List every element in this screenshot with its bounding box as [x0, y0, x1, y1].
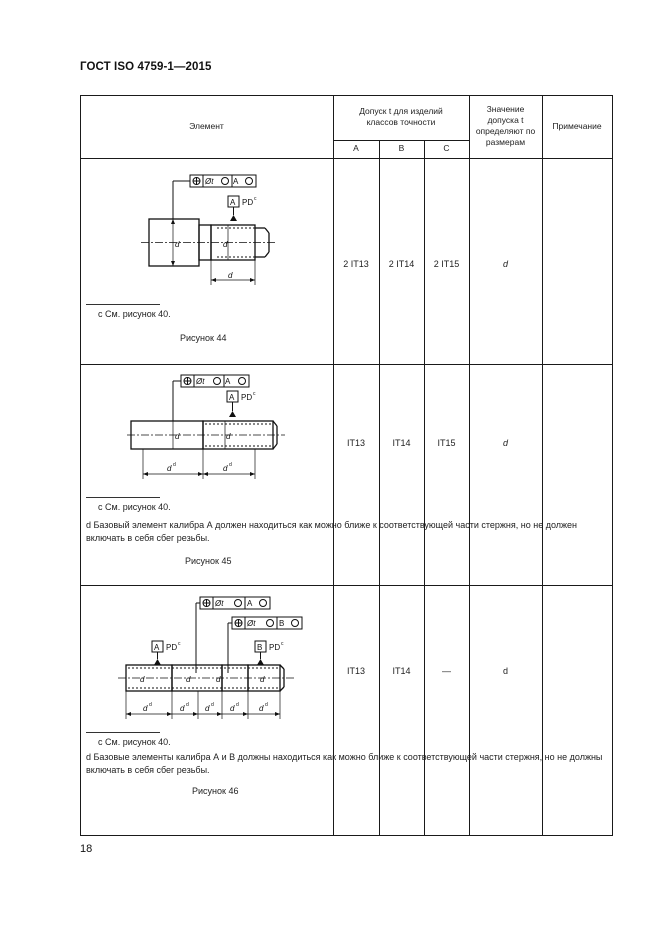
- svg-text:B: B: [257, 643, 263, 652]
- column-header-tolerance: Допуск t для изделий классов точности: [359, 106, 443, 127]
- row2-footnote-c: c См. рисунок 40.: [98, 502, 171, 512]
- svg-text:d: d: [173, 462, 176, 468]
- figure-44-caption: Рисунок 44: [180, 333, 227, 343]
- column-header-note: Примечание: [552, 121, 602, 131]
- page-number: 18: [80, 843, 93, 855]
- svg-text:A: A: [230, 198, 236, 207]
- row3-footnote-d: d Базовые элементы калибра А и В должны находиться как можно ближе к соответствующей части стержня, но не должны включать в себя сбег резьбы.: [86, 752, 603, 775]
- figure-46-caption: Рисунок 46: [192, 786, 239, 796]
- svg-text:d: d: [223, 240, 228, 249]
- svg-text:d: d: [226, 432, 231, 441]
- row2-class-b: IT14: [392, 438, 411, 448]
- svg-text:PD: PD: [241, 393, 253, 402]
- svg-text:d: d: [140, 675, 145, 684]
- svg-text:B: B: [279, 619, 285, 628]
- footnote-separator: [86, 304, 160, 305]
- row2-class-c: IT15: [437, 438, 456, 448]
- svg-text:d: d: [175, 240, 180, 249]
- row3-class-c: —: [442, 666, 451, 676]
- row3-value: d: [502, 666, 508, 676]
- svg-text:d: d: [230, 704, 235, 713]
- row3-class-b: IT14: [392, 666, 411, 676]
- svg-text:d: d: [143, 704, 148, 713]
- svg-text:Øt: Øt: [215, 599, 224, 608]
- svg-text:d: d: [260, 675, 265, 684]
- row2-class-a: IT13: [346, 438, 365, 448]
- svg-text:A: A: [229, 393, 235, 402]
- row2-value: d: [502, 438, 508, 448]
- svg-text:d: d: [216, 675, 221, 684]
- figure-46-drawing: [116, 593, 326, 728]
- column-header-value: Значение допуска t определяют по размерам: [475, 104, 536, 147]
- svg-text:A: A: [233, 177, 239, 186]
- svg-text:d: d: [236, 702, 239, 708]
- class-b-header: B: [398, 143, 405, 153]
- svg-text:d: d: [265, 702, 268, 708]
- svg-text:Øt: Øt: [205, 177, 214, 186]
- svg-text:d: d: [175, 432, 180, 441]
- svg-text:A: A: [247, 599, 253, 608]
- svg-text:d: d: [228, 271, 233, 280]
- row3-class-a: IT13: [346, 666, 365, 676]
- figure-45-caption: Рисунок 45: [185, 556, 232, 566]
- svg-text:Øt: Øt: [247, 619, 256, 628]
- figure-44-drawing: [135, 167, 295, 292]
- footnote-separator: [86, 732, 160, 733]
- svg-text:A: A: [154, 643, 160, 652]
- svg-text:A: A: [225, 377, 231, 386]
- svg-text:d: d: [205, 704, 210, 713]
- document-header: ГОСТ ISO 4759-1—2015: [80, 61, 212, 73]
- svg-text:c: c: [253, 391, 256, 397]
- class-a-header: A: [353, 143, 359, 153]
- figure-45-drawing: [125, 371, 295, 491]
- footnote-separator: [86, 497, 160, 498]
- svg-text:c: c: [254, 196, 257, 202]
- svg-text:d: d: [186, 702, 189, 708]
- svg-text:PD: PD: [269, 643, 281, 652]
- row2-footnote-d: d Базовый элемент калибра А должен находиться как можно ближе к соответствующей части стержня, но не должен включать в себя сбег резьбы.: [86, 520, 578, 543]
- row1-footnote-c: c См. рисунок 40.: [98, 309, 171, 319]
- svg-text:d: d: [149, 702, 152, 708]
- svg-text:Øt: Øt: [196, 377, 205, 386]
- svg-text:c: c: [281, 641, 284, 647]
- row1-class-a: 2 IT13: [343, 259, 369, 269]
- svg-text:c: c: [178, 641, 181, 647]
- svg-text:PD: PD: [242, 198, 254, 207]
- class-c-header: C: [443, 143, 450, 153]
- svg-text:d: d: [229, 462, 232, 468]
- row1-class-b: 2 IT14: [388, 259, 415, 269]
- svg-text:d: d: [223, 464, 228, 473]
- row3-footnote-c: c См. рисунок 40.: [98, 737, 171, 747]
- svg-text:d: d: [211, 702, 214, 708]
- svg-text:d: d: [180, 704, 185, 713]
- tolerance-table: [80, 95, 613, 835]
- row1-class-c: 2 IT15: [433, 259, 460, 269]
- svg-text:d: d: [167, 464, 172, 473]
- row1-value: d: [502, 259, 508, 269]
- svg-text:d: d: [186, 675, 191, 684]
- svg-text:PD: PD: [166, 643, 178, 652]
- column-header-element: Элемент: [189, 121, 224, 131]
- svg-text:d: d: [259, 704, 264, 713]
